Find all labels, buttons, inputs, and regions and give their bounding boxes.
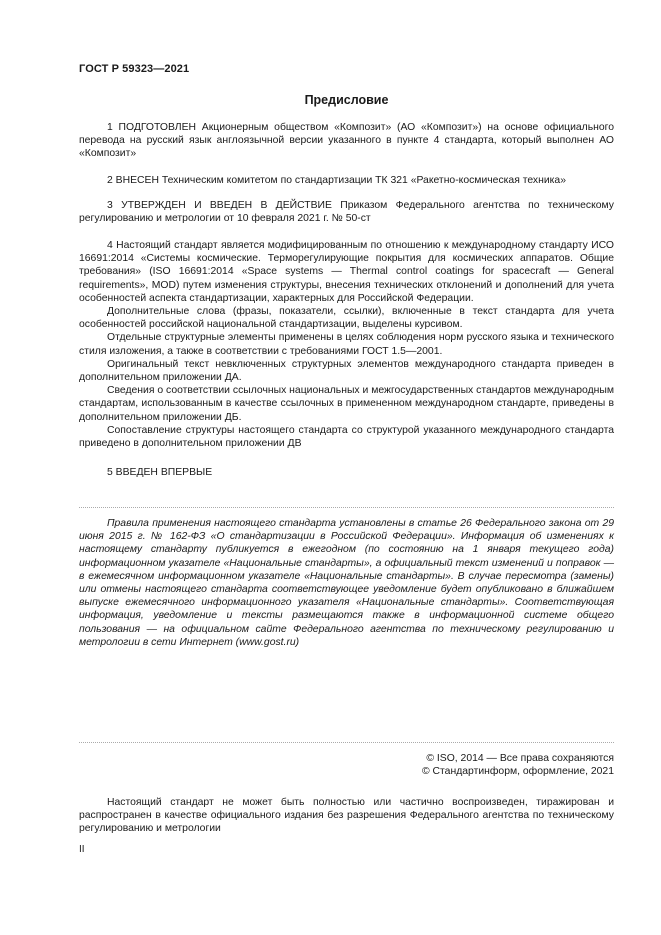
separator-line — [79, 742, 614, 743]
copyright-iso: © ISO, 2014 — Все права сохраняются — [426, 753, 614, 764]
item-4-paragraph-4: Оригинальный текст невключенных структурных элементов международного стандарта приведен в дополнительном приложении ДА. — [79, 358, 614, 384]
item-4-text: 4 Настоящий стандарт является модифицированным по отношению к международному стандарту ИСО 16691:2014 «Системы космические. Терморегулирующие покрытия для космических аппаратов. Общие требования» (ISO 16691:2014 «Space systems — Thermal control coatings for spacecraft — General requirements», MOD) путем изменения структуры, внесения технических отклонений и дополнений для учета особенностей аспекта стандартизации, характерных для Российской Федерации. — [79, 240, 614, 304]
item-1-text: 1 ПОДГОТОВЛЕН Акционерным обществом «Композит» (АО «Композит») на основе официального перевода на русский язык англоязычной версии указанного в пункте 4 стандарта, который выполнен АО «Композит» — [79, 122, 614, 160]
item-4-paragraph-2: Дополнительные слова (фразы, показатели, ссылки), включенные в текст стандарта для учета особенностей российской национальной стандартизации, выделены курсивом. — [79, 306, 614, 331]
item-4-paragraph-6: Сопоставление структуры настоящего стандарта со структурой указанного международного стандарта приведено в дополнительном приложении ДВ — [79, 424, 614, 450]
item-1 — [79, 121, 614, 161]
document-code: ГОСТ Р 59323—2021 — [79, 63, 190, 75]
rules-notice-text: Правила применения настоящего стандарта установлены в статье 26 Федерального закона от 29 июня 2015 г. № 162-ФЗ «О стандартизации в Российской Федерации». Информация об изменениях к настоящему стандарту публикуется в ежегодном (по состоянию на 1 января текущего года) информационном указателе «Национальные стандарты», а официальный текст изменений и поправок — в ежемесячном информационном указателе «Национальные стандарты». В случае пересмотра (замены) или отмены настоящего стандарта соответствующее уведомление будет опубликовано в ближайшем выпуске ежемесячного информационного указателя «Национальные стандарты». Соответствующая информация, уведомление и тексты размещаются также в информационной системе общего пользования — на официальном сайте Федерального агентства по техническому регулированию и метрологии в сети Интернет (www.gost.ru) — [79, 518, 614, 648]
separator-line — [79, 507, 614, 508]
reproduction-notice-text: Настоящий стандарт не может быть полностью или частично воспроизведен, тиражирован и распространен в качестве официального издания без разрешения Федерального агентства по техническому регулированию и метрологии — [79, 797, 614, 835]
item-2-text: 2 ВНЕСЕН Техническим комитетом по стандартизации ТК 321 «Ракетно-космическая техника» — [107, 175, 566, 186]
reproduction-notice — [79, 796, 614, 836]
item-5-text: 5 ВВЕДЕН ВПЕРВЫЕ — [107, 467, 213, 478]
item-4-paragraph-5: Сведения о соответствии ссылочных национальных и межгосударственных стандартов международным стандартам, использованным в качестве ссылочных в примененном международном стандарте, приведены в дополнительном приложении ДБ. — [79, 385, 614, 423]
item-3 — [79, 199, 614, 225]
copyright-standartinform: © Стандартинформ, оформление, 2021 — [421, 766, 614, 778]
rules-notice — [79, 517, 614, 649]
page-number: II — [79, 844, 85, 855]
page-title: Предисловие — [304, 93, 389, 107]
item-5 — [79, 466, 614, 479]
item-2 — [79, 174, 614, 187]
item-3-text: 3 УТВЕРЖДЕН И ВВЕДЕН В ДЕЙСТВИЕ Приказом Федерального агентства по техническому регулированию и метрологии от 10 февраля 2021 г. № 50-ст — [79, 200, 614, 225]
item-4 — [79, 239, 614, 450]
copyright-block — [79, 752, 614, 778]
item-4-paragraph-3: Отдельные структурные элементы применены в целях соблюдения норм русского языка и технического стиля изложения, а также в соответствии с требованиями ГОСТ 1.5—2001. — [79, 332, 614, 357]
